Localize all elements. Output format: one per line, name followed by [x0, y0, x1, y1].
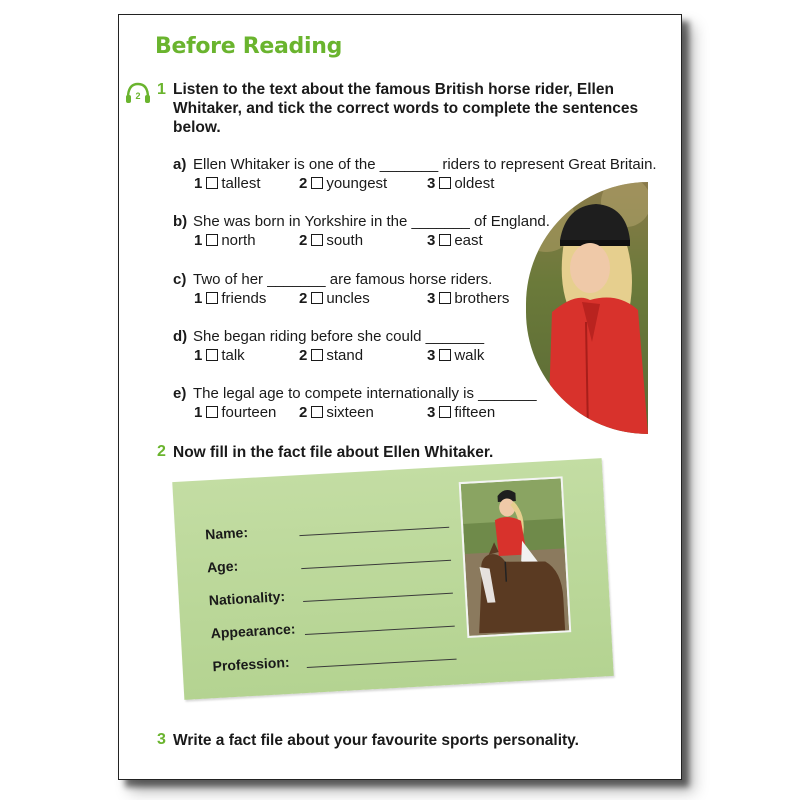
tick-checkbox[interactable] — [206, 234, 218, 246]
answer-option[interactable] — [427, 175, 494, 192]
name-answer-line[interactable] — [299, 527, 449, 536]
item-options — [194, 175, 657, 194]
answer-option[interactable] — [299, 347, 363, 364]
option-number: 3 — [427, 232, 436, 249]
item-letter: b) — [173, 213, 188, 230]
appearance-answer-line[interactable] — [305, 626, 455, 635]
q2-number: 2 — [157, 443, 166, 460]
item-sentence: She was born in Yorkshire in the _______ of England. — [193, 213, 550, 230]
tick-checkbox[interactable] — [311, 234, 323, 246]
option-text: north — [221, 232, 256, 249]
q1-instruction — [173, 80, 653, 137]
tick-checkbox[interactable] — [439, 234, 451, 246]
option-number: 3 — [427, 175, 436, 192]
item-options — [194, 232, 550, 251]
tick-checkbox[interactable] — [439, 177, 451, 189]
item-stem — [173, 271, 492, 290]
answer-option[interactable] — [194, 404, 276, 421]
tick-checkbox[interactable] — [311, 177, 323, 189]
tick-checkbox[interactable] — [439, 292, 451, 304]
answer-option[interactable] — [299, 175, 387, 192]
option-number: 1 — [194, 232, 203, 249]
section-title: Before Reading — [155, 34, 343, 59]
option-number: 2 — [299, 404, 308, 421]
item-options — [194, 404, 537, 423]
q2-instruction: Now fill in the fact file about Ellen Whitaker. — [173, 444, 494, 461]
option-number: 2 — [299, 347, 308, 364]
item-stem — [173, 385, 537, 404]
fact-label-profession: Profession: — [212, 653, 290, 675]
q1-item — [173, 328, 484, 366]
item-sentence: She began riding before she could _______ — [193, 328, 485, 345]
item-stem — [173, 213, 550, 232]
q1-number: 1 — [157, 81, 166, 98]
item-options — [194, 347, 484, 366]
option-text: fifteen — [454, 404, 496, 421]
item-stem — [173, 156, 657, 175]
option-text: brothers — [454, 290, 510, 307]
option-text: east — [454, 232, 483, 249]
audio-track-number: 2 — [135, 91, 141, 101]
tick-checkbox[interactable] — [439, 406, 451, 418]
option-text: tallest — [221, 175, 261, 192]
fact-label-appearance: Appearance: — [210, 620, 296, 642]
headphones-icon — [124, 80, 152, 106]
q1-line: below. — [173, 119, 221, 136]
tick-checkbox[interactable] — [311, 349, 323, 361]
fact-label-name: Name: — [204, 524, 249, 543]
fact-label-nationality: Nationality: — [208, 588, 286, 609]
option-number: 2 — [299, 232, 308, 249]
profession-answer-line[interactable] — [307, 659, 457, 668]
option-text: sixteen — [326, 404, 374, 421]
item-options — [194, 290, 510, 309]
tick-checkbox[interactable] — [311, 406, 323, 418]
option-text: south — [326, 232, 364, 249]
item-letter: d) — [173, 328, 188, 345]
answer-option[interactable] — [299, 290, 370, 307]
q1-item — [173, 271, 510, 309]
item-sentence: Ellen Whitaker is one of the _______ riders to represent Great Britain. — [193, 156, 657, 173]
item-letter: a) — [173, 156, 187, 173]
rider-on-horse-photo — [459, 476, 572, 638]
q1-item — [173, 213, 550, 251]
option-text: youngest — [326, 175, 388, 192]
tick-checkbox[interactable] — [206, 177, 218, 189]
option-number: 2 — [299, 290, 308, 307]
q1-line: Listen to the text about the famous British horse rider, Ellen — [173, 81, 614, 98]
answer-option[interactable] — [427, 232, 483, 249]
option-number: 3 — [427, 347, 436, 364]
option-text: talk — [221, 347, 245, 364]
q3-number: 3 — [157, 731, 166, 748]
option-number: 2 — [299, 175, 308, 192]
answer-option[interactable] — [427, 290, 509, 307]
item-sentence: The legal age to compete internationally is _______ — [193, 385, 537, 402]
answer-option[interactable] — [194, 290, 266, 307]
option-text: friends — [221, 290, 267, 307]
answer-option[interactable] — [194, 347, 245, 364]
item-letter: e) — [173, 385, 187, 402]
item-sentence: Two of her _______ are famous horse riders. — [193, 271, 493, 288]
answer-option[interactable] — [194, 175, 261, 192]
option-number: 1 — [194, 290, 203, 307]
tick-checkbox[interactable] — [439, 349, 451, 361]
option-text: oldest — [454, 175, 495, 192]
option-text: uncles — [326, 290, 370, 307]
nationality-answer-line[interactable] — [303, 593, 453, 602]
option-number: 1 — [194, 347, 203, 364]
q1-line: Whitaker, and tick the correct words to complete the sentences — [173, 100, 639, 117]
item-letter: c) — [173, 271, 187, 288]
fact-label-age: Age: — [206, 557, 239, 576]
answer-option[interactable] — [427, 347, 484, 364]
tick-checkbox[interactable] — [206, 349, 218, 361]
option-number: 1 — [194, 404, 203, 421]
option-text: walk — [454, 347, 485, 364]
item-stem — [173, 328, 484, 347]
answer-option[interactable] — [299, 404, 374, 421]
tick-checkbox[interactable] — [206, 292, 218, 304]
answer-option[interactable] — [299, 232, 363, 249]
q1-item — [173, 156, 657, 194]
option-text: fourteen — [221, 404, 277, 421]
option-number: 3 — [427, 290, 436, 307]
option-text: stand — [326, 347, 364, 364]
fact-file-card — [172, 458, 613, 700]
answer-option[interactable] — [194, 232, 256, 249]
option-number: 1 — [194, 175, 203, 192]
age-answer-line[interactable] — [301, 560, 451, 569]
q3-instruction: Write a fact file about your favourite sports personality. — [173, 732, 579, 749]
answer-option[interactable] — [427, 404, 495, 421]
tick-checkbox[interactable] — [206, 406, 218, 418]
option-number: 3 — [427, 404, 436, 421]
q1-item — [173, 385, 537, 423]
tick-checkbox[interactable] — [311, 292, 323, 304]
